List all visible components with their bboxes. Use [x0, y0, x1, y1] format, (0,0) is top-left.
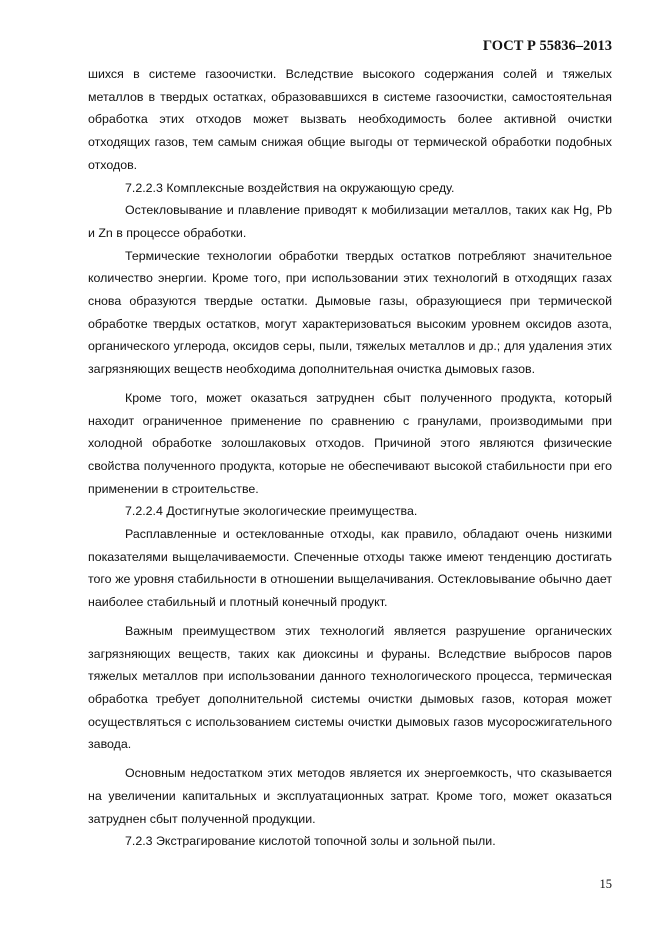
body-text — [88, 63, 612, 853]
paragraph: Кроме того, может оказаться затруднен сбыт полученного продукта, который находит ограниченное применение по сравнению с гранулами, производимыми при холодной обработке золошлаковых отходов. Причиной этого являются физические свойства полученного продукта, которые не обеспечивают высокой стабильности при его применении в строительстве. — [88, 390, 612, 496]
paragraph: Расплавленные и остеклованные отходы, как правило, обладают очень низкими показателями выщелачиваемости. Спеченные отходы также имеют тенденцию достигать того же уровня стабильности в отношении выщелачивания. Остекловывание обычно дает наиболее стабильный и плотный конечный продукт. — [88, 527, 612, 610]
paragraph: Остекловывание и плавление приводят к мобилизации металлов, таких как Hg, Pb и Zn в процессе обработки. — [88, 203, 612, 240]
section-heading-7-2-2-3: 7.2.2.3 Комплексные воздействия на окружающую среду. — [125, 180, 455, 195]
paragraph: Основным недостатком этих методов является их энергоемкость, что сказывается на увеличении капитальных и эксплуатационных затрат. Кроме того, может оказаться затруднен сбыт полученной продукции. — [88, 766, 612, 826]
document-code: ГОСТ Р 55836–2013 — [482, 38, 612, 54]
paragraph: Важным преимуществом этих технологий является разрушение органических загрязняющих веществ, таких как диоксины и фураны. Вследствие выбросов паров тяжелых металлов при использовании данного технологического процесса, термическая обработка требует дополнительной системы очистки дымовых газов, которая может осуществляться с использованием системы очистки дымовых газов мусоросжигательного завода. — [88, 623, 612, 752]
page-number: 15 — [599, 877, 612, 891]
section-heading-7-2-3: 7.2.3 Экстрагирование кислотой топочной золы и зольной пыли. — [125, 834, 496, 849]
paragraph: Термические технологии обработки твердых остатков потребляют значительное количество энергии. Кроме того, при использовании этих технологий в отходящих газах снова образуются твердые остатки. Дымовые газы, образующиеся при термической обработке твердых остатков, могут характеризоваться высоким уровнем оксидов азота, органического углерода, оксидов серы, пыли, тяжелых металлов и др.; для удаления этих загрязняющих веществ необходима дополнительная очистка дымовых газов. — [88, 248, 612, 377]
paragraph: шихся в системе газоочистки. Вследствие высокого содержания солей и тяжелых металлов в твердых остатках, образовавшихся в системе газоочистки, самостоятельная обработка этих отходов может вызвать необходимость более активной очистки отходящих газов, тем самым снижая общие выгоды от термической обработки подобных отходов. — [88, 67, 612, 172]
section-heading-7-2-2-4: 7.2.2.4 Достигнутые экологические преимущества. — [125, 504, 418, 519]
